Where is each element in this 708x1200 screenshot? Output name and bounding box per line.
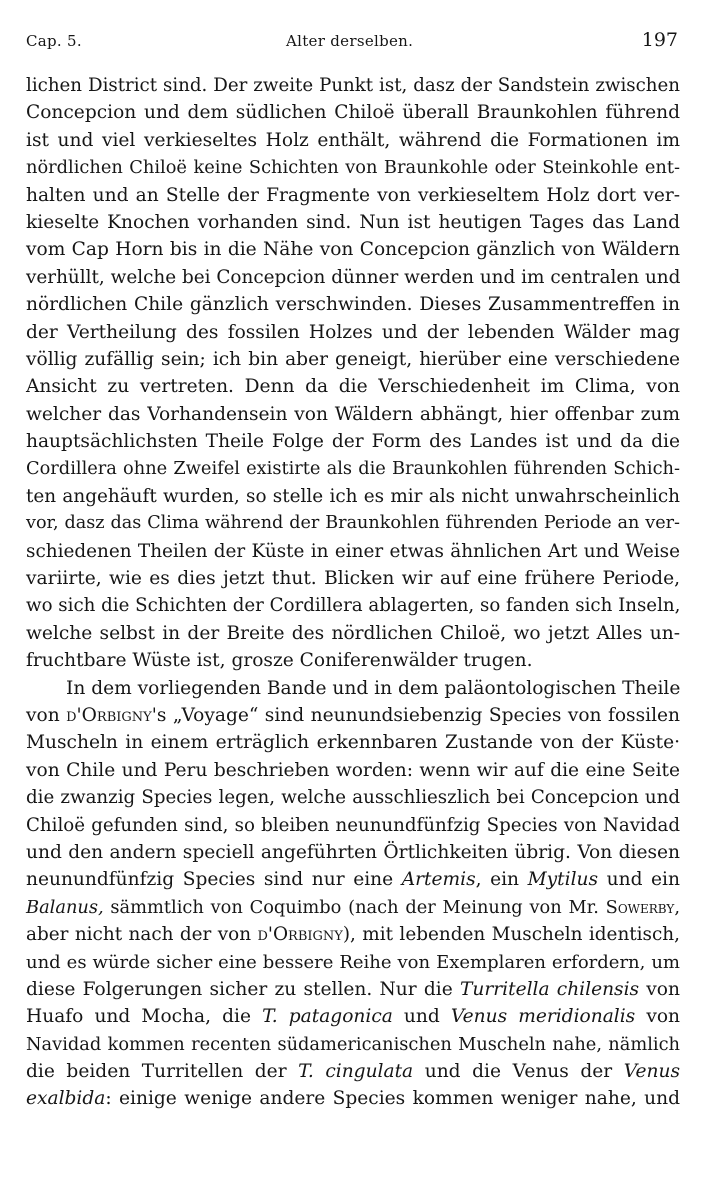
- text-line: vom Cap Horn bis in die Nähe von Concepcion gänzlich von Wäldern: [26, 239, 680, 261]
- text-run: Huafo und Mocha, die: [26, 1006, 263, 1028]
- text-line: [26, 894, 680, 921]
- text-line: die zwanzig Species legen, welche ausschlieszlich bei Concepcion und: [26, 787, 680, 809]
- taxon-name: T. patagonica: [262, 1006, 393, 1028]
- text-line: vor, dasz das Clima während der Braunkohlen führenden Periode an ver-: [26, 513, 680, 534]
- text-line: ist und viel verkieseltes Holz enthält, während die Formationen im: [26, 129, 680, 151]
- text-run: ,: [674, 896, 680, 918]
- taxon-name: exalbida: [26, 1088, 106, 1110]
- text-run: diese Folgerungen sicher zu stellen. Nur die: [26, 978, 460, 1000]
- text-line: kieselte Knochen vorhanden sind. Nun ist heutigen Tages das Land: [26, 211, 680, 233]
- text-line: [26, 1085, 680, 1112]
- text-line: [26, 976, 680, 1003]
- text-line: Cordillera ohne Zweifel existirte als die Braunkohlen führenden Schich-: [26, 458, 680, 480]
- text-line: variirte, wie es dies jetzt thut. Blicken wir auf eine frühere Periode,: [26, 568, 680, 590]
- text-line: verhüllt, welche bei Concepcion dünner werden und im centralen und: [26, 266, 681, 288]
- text-line: Navidad kommen recenten südamericanischen Muscheln nahe, nämlich: [26, 1033, 680, 1055]
- text-line: nördlichen Chile gänzlich verschwinden. Dieses Zusammentreffen in: [26, 294, 680, 316]
- text-line: [26, 921, 680, 948]
- text-line: welcher das Vorhandensein von Wäldern abhängt, hier offenbar zum: [26, 403, 680, 425]
- text-line: ten angehäuft wurden, so stelle ich es mir als nicht unwahrscheinlich: [26, 485, 680, 507]
- text-run: aber nicht nach der von: [26, 924, 258, 946]
- text-line: lichen District sind. Der zweite Punkt ist, dasz der Sandstein zwischen: [26, 75, 680, 96]
- text-run: : einige wenige andere Species kommen weniger nahe, und: [105, 1088, 680, 1110]
- text-line: Concepcion und dem südlichen Chiloë überall Braunkohlen führend: [26, 102, 680, 124]
- text-line: Chiloë gefunden sind, so bleiben neunundfünfzig Species von Navidad: [26, 814, 680, 836]
- taxon-name: Venus: [623, 1061, 680, 1083]
- text-run: , ein: [475, 869, 528, 891]
- text-run: und die Venus der: [413, 1061, 624, 1083]
- text-line: völlig zufällig sein; ich bin aber geneigt, hierüber eine verschiedene: [26, 348, 680, 370]
- text-line: fruchtbare Wüste ist, grosze Coniferenwälder trugen.: [26, 650, 533, 672]
- text-line: und es würde sicher eine bessere Reihe von Exemplaren erfordern, um: [26, 951, 680, 973]
- text-line: und den andern speciell angeführten Örtlichkeiten übrig. Von diesen: [26, 841, 680, 863]
- chapter-label: Cap. 5.: [26, 32, 82, 50]
- text-run: von: [26, 704, 67, 726]
- text-run: 's „Voyage“ sind neunundsiebenzig Species von fossilen: [151, 704, 680, 726]
- text-line: [26, 1058, 680, 1085]
- text-run: neunundfünfzig Species sind nur eine: [26, 869, 402, 891]
- taxon-name: Turritella chilensis: [460, 978, 640, 1000]
- text-run: von: [639, 978, 680, 1000]
- text-line: wo sich die Schichten der Cordillera ablagerten, so fanden sich Inseln,: [26, 595, 681, 617]
- taxon-name: Mytilus: [527, 869, 599, 891]
- text-run: von: [635, 1006, 680, 1028]
- page-number: 197: [641, 29, 678, 51]
- text-line: von Chile und Peru beschrieben worden: wenn wir auf die eine Seite: [26, 759, 680, 781]
- text-run: und ein: [598, 869, 680, 891]
- text-run: sämmtlich von Coquimbo (nach der Meinung von Mr.: [103, 896, 606, 918]
- taxon-name: Venus meridionalis: [450, 1006, 636, 1028]
- text-line: nördlichen Chiloë keine Schichten von Braunkohle oder Steinkohle ent-: [26, 157, 680, 179]
- text-line: [26, 1003, 680, 1030]
- author-name: d'Orbigny: [66, 704, 152, 726]
- text-run: ), mit lebenden Muscheln identisch,: [342, 924, 680, 946]
- taxon-name: T. cingulata: [298, 1061, 414, 1083]
- body-text: [26, 72, 680, 1113]
- text-line: Muscheln in einem erträglich erkennbaren Zustande von der Küste·: [26, 732, 680, 754]
- book-page: [26, 30, 680, 1190]
- text-line: Ansicht zu vertreten. Denn da die Verschiedenheit im Clima, von: [26, 376, 680, 398]
- text-line: [26, 866, 680, 893]
- paragraph-1: [26, 72, 680, 675]
- running-title: Alter derselben.: [286, 32, 414, 50]
- text-line: In dem vorliegenden Bande und in dem paläontologischen Theile: [66, 677, 681, 699]
- text-line: schiedenen Theilen der Küste in einer etwas ähnlichen Art und Weise: [26, 540, 680, 562]
- paragraph-2: [26, 675, 680, 1113]
- author-name: d'Orbigny: [257, 924, 343, 946]
- text-line: [26, 702, 680, 729]
- text-line: welche selbst in der Breite des nördlichen Chiloë, wo jetzt Alles un-: [26, 622, 680, 644]
- text-line: der Vertheilung des fossilen Holzes und der lebenden Wälder mag: [26, 321, 680, 343]
- running-header: [26, 30, 680, 56]
- taxon-name: Balanus,: [26, 896, 104, 918]
- taxon-name: Artemis: [401, 869, 476, 891]
- text-line: halten und an Stelle der Fragmente von verkieseltem Holz dort ver-: [26, 184, 680, 206]
- author-name: Sowerby: [605, 896, 675, 918]
- text-run: die beiden Turritellen der: [26, 1061, 299, 1083]
- text-run: und: [392, 1006, 451, 1028]
- text-line: hauptsächlichsten Theile Folge der Form des Landes ist und da die: [26, 431, 680, 453]
